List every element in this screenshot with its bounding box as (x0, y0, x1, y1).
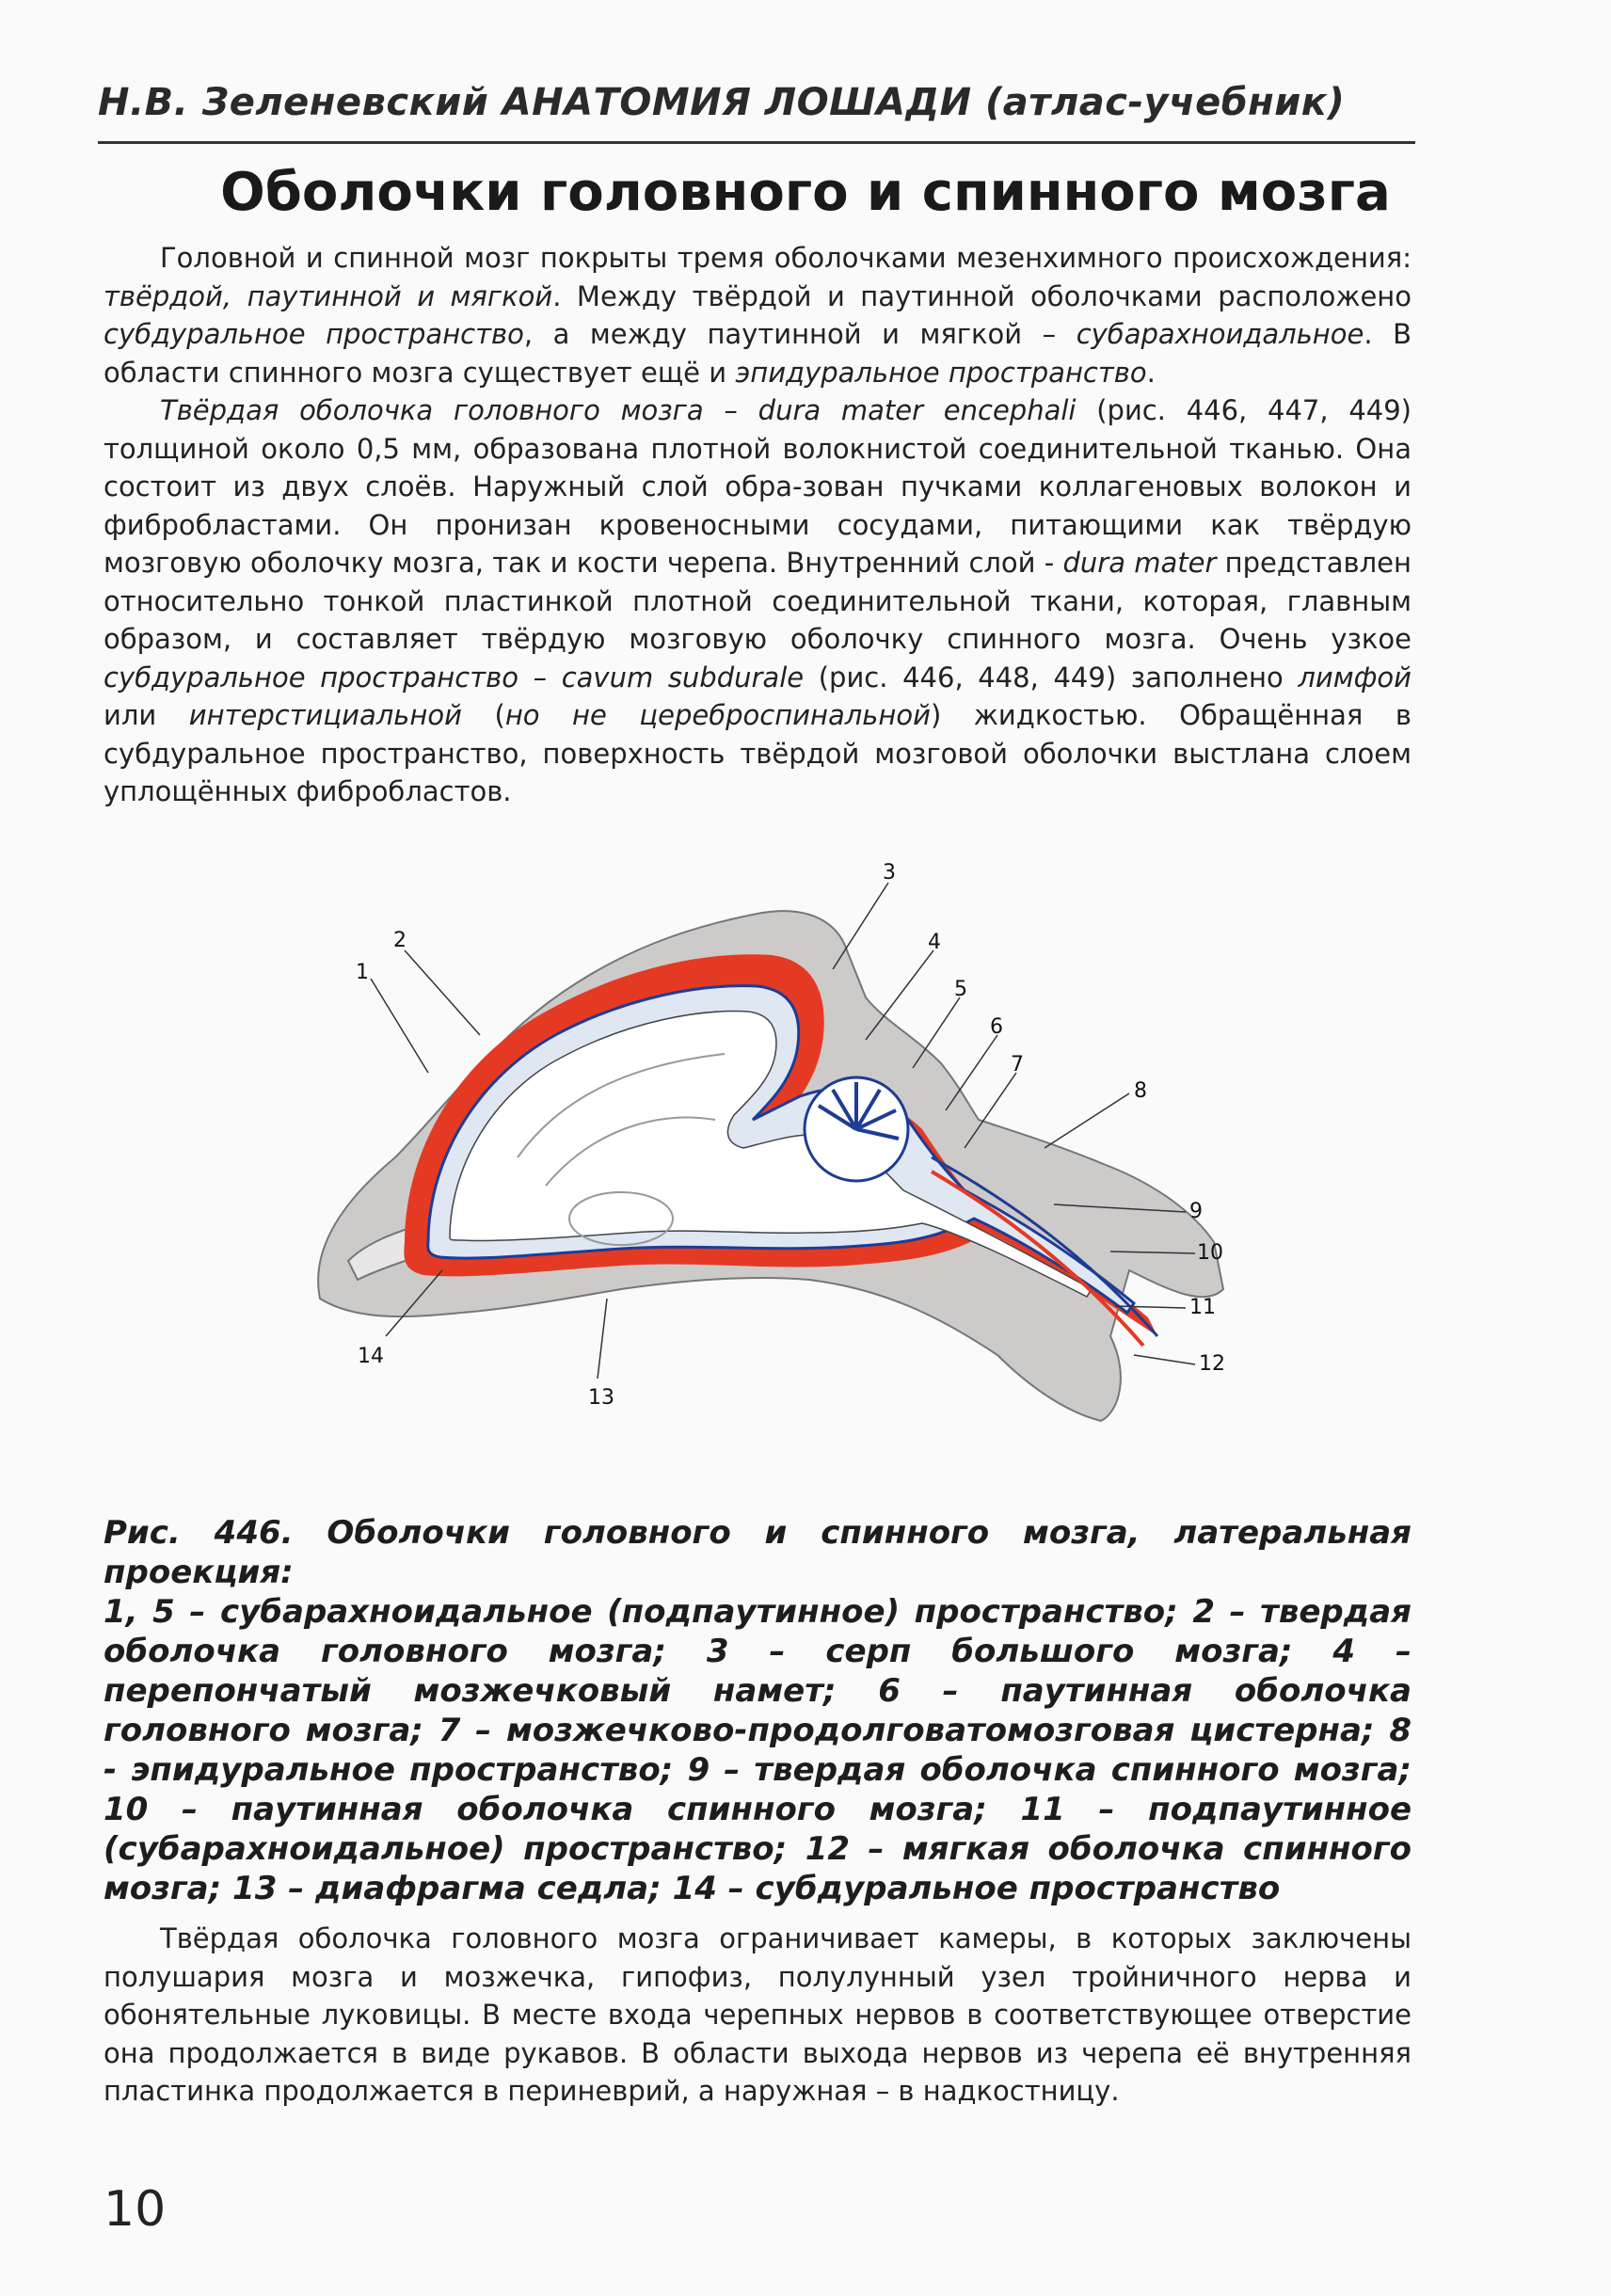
figure-label: 1 (356, 961, 369, 984)
figure-label: 14 (358, 1345, 384, 1368)
figure-label: 9 (1189, 1200, 1203, 1223)
figure-label: 2 (393, 929, 407, 952)
figure-label: 4 (928, 931, 941, 954)
meninges-illustration (282, 847, 1336, 1449)
figure-label: 10 (1197, 1241, 1223, 1265)
intro-text (104, 239, 1412, 811)
figure-label: 13 (588, 1386, 614, 1410)
figure-label: 6 (990, 1015, 1003, 1039)
caption-heading: Рис. 446. Оболочки головного и спинного мозга, латеральная проекция: (104, 1514, 1412, 1591)
page-number: 10 (104, 2181, 167, 2238)
closing-text (104, 1920, 1412, 2111)
figure-label: 12 (1199, 1352, 1225, 1376)
header-rule (98, 141, 1415, 144)
figure-label: 5 (954, 978, 967, 1001)
figure-label: 8 (1134, 1079, 1147, 1103)
figure-label: 3 (883, 861, 896, 885)
page-title: Оболочки головного и спинного мозга (220, 162, 1391, 223)
closing-paragraph: Твёрдая оболочка головного мозга ограничивает камеры, в которых заключены полушария мозга и мозжечка, гипофиз, полулунный узел тройничного нерва и обонятельные луковицы. В месте входа черепных нервов в соответствующее отверстие она продолжается в виде рукавов. В области выхода нервов из черепа её внутренняя пластинка продолжается в периневрий, а наружная – в надкостницу. (104, 1922, 1412, 2107)
intro-paragraph-1: Головной и спинной мозг покрыты тремя оболочками мезенхимного происхождения: твёрдой, паутинной и мягкой. Между твёрдой и паутинной оболочками расположено субдуральное пространство, а между паутинной и мягкой – субарахноидальное. В области спинного мозга существует ещё и эпидуральное пространство. (104, 242, 1412, 389)
figure-label: 11 (1189, 1296, 1216, 1319)
running-header: Н.В. Зеленевский АНАТОМИЯ ЛОШАДИ (атлас-учебник) (98, 81, 1346, 124)
caption-body: 1, 5 – субарахноидальное (подпаутинное) пространство; 2 – твердая оболочка головного мозга; 3 – серп большого мозга; 4 – перепончатый мозжечковый намет; 6 – паутинная оболочка головного мозга; 7 – мозжечково-продолговатомозговая цистерна; 8 - эпидуральное пространство; 9 – твердая оболочка спинного мозга; 10 – паутинная оболочка спинного мозга; 11 – подпаутинное (субарахноидальное) пространство; 12 – мягкая оболочка спинного мозга; 13 – диафрагма седла; 14 – субдуральное пространство (104, 1593, 1412, 1907)
figure-label: 7 (1011, 1053, 1024, 1076)
intro-paragraph-2: Твёрдая оболочка головного мозга – dura mater encephali (рис. 446, 447, 449) толщиной около 0,5 мм, образована плотной волокнистой соединительной тканью. Она состоит из двух слоёв. Наружный слой обра-зован пучками коллагеновых волокон и фибробластами. Он пронизан кровеносными сосудами, питающими как твёрдую мозговую оболочку мозга, так и кости черепа. Внутренний слой - dura mater представлен относительно тонкой пластинкой плотной соединительной ткани, которая, главным образом, и составляет твёрдую мозговую оболочку спинного мозга. Очень узкое субдуральное пространство – cavum subdurale (рис. 446, 448, 449) заполнено лимфой или интерстициальной (но не цереброспинальной) жидкостью. Обращённая в субдуральное пространство, поверхность твёрдой мозговой оболочки выстлана слоем уплощённых фибробластов. (104, 394, 1412, 807)
figure-caption (104, 1513, 1412, 1908)
